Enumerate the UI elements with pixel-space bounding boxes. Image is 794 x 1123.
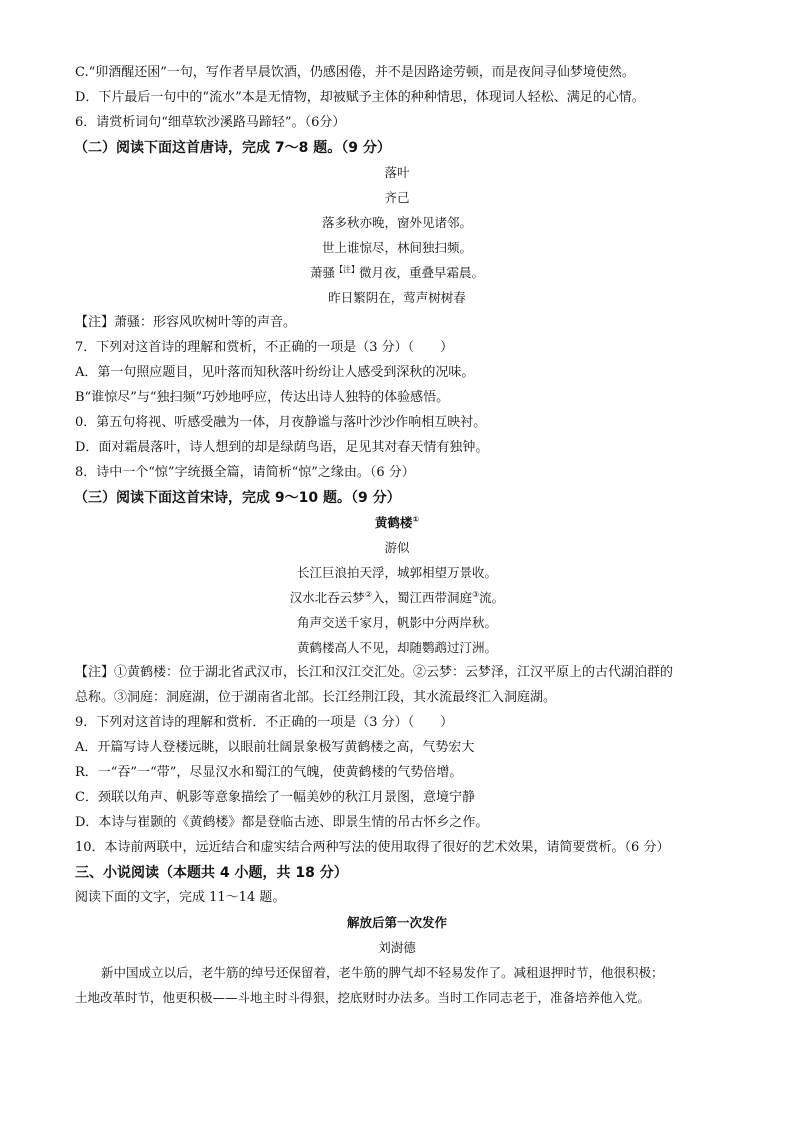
poem1-line-4: 昨日繁阴在，莺声树树春 [328,290,466,305]
poem2-title-note-marker: ① [412,514,420,524]
poem2-line-2-c: 流。 [479,590,505,605]
poem1-note: 【注】萧骚：形容风吹树叶等的声音。 [75,315,297,330]
q7-option-b: B“谁惊尽”与“独扫频”巧妙地呼应，传达出诗人独特的体验感悟。 [75,390,450,405]
q7-option-c: 0．第五句将视、听感受融为一体，月夜静谧与落叶沙沙作响相互映衬。 [75,415,487,430]
section-2-heading: （二）阅读下面这首唐诗，完成 7～8 题。（9 分） [74,140,391,156]
poem1-line-1: 落多秋亦晚，窗外见诸邻。 [321,215,472,230]
poem2-title-text: 黄鹤楼 [374,515,413,530]
question-8: 8．诗中一个“惊”字统摄全篇，请简析“惊”之缘由。（6 分） [75,465,415,480]
poem2-line-2-a: 汉水北吞云梦 [289,590,365,605]
poem1-line-3 [0,264,794,282]
q5-option-d: D．下片最后一句中的“流水”本是无情物，却被赋予主体的种种情思，体现词人轻松、满足的心情。 [75,90,645,105]
q5-option-c: C.“卯酒醒还困”一句，写作者早晨饮酒，仍感困倦，并不是因路途劳顿，而是夜间寻仙梦境使然。 [75,65,635,80]
poem2-line-2-b: 入，蜀江西带洞庭 [371,590,472,605]
poem2-note-marker-3: ③ [472,589,480,599]
poem2-line-3: 角声交送千家月，帆影中分两岸秋。 [296,615,497,630]
question-10: 10．本诗前两联中，远近结合和虚实结合两种写法的使用取得了很好的艺术效果，请简要赏析。（6 分） [75,840,670,855]
poem2-note-marker-2: ② [364,589,372,599]
poem1-line-3-a: 萧骚 [309,265,335,280]
story-author: 刘澍德 [378,940,416,955]
poem2-line-4: 黄鹤楼高人不见，却随鹦鹉过汀洲。 [296,640,497,655]
poem1-author: 齐己 [384,190,410,205]
question-9: 9．下列对这首诗的理解和赏析．不正确的一项是（3 分）（ ） [75,715,454,730]
poem2-note-line-2: 总称。③洞庭：洞庭湖，位于湖南省北部。长江经荆江段，其水流最终汇入洞庭湖。 [75,690,557,705]
q9-option-b: R．一“吞”一“带”，尽显汉水和蜀江的气魄，使黄鹤楼的气势倍增。 [75,765,463,780]
poem2-note-line-1: 【注】①黄鹤楼：位于湖北省武汉市，长江和汉江交汇处。②云梦：云梦泽，江汉平原上的古代湖泊群的 [75,665,674,680]
poem1-line-3-b: 微月夜，重叠早霜晨。 [359,265,485,280]
q9-option-c: C．颈联以角声、帆影等意象描绘了一幅美妙的秋江月景图，意境宁静 [75,790,475,805]
section-3-heading: （三）阅读下面这首宋诗，完成 9～10 题。（9 分） [74,490,401,506]
poem2-line-1: 长江巨浪拍天浮，城郭相望万景收。 [296,565,497,580]
poem1-note-marker: 【注】 [335,264,359,274]
poem2-title [0,514,794,532]
q9-option-d: D．本诗与崔颢的《黄鹤楼》都是登临古迹、即景生情的吊古怀乡之作。 [75,815,489,830]
poem1-line-2: 世上谁惊尽，林间独扫频。 [321,240,472,255]
q7-option-d: D．面对霜晨落叶，诗人想到的却是绿荫鸟语，足见其对春天情有独钟。 [75,440,489,455]
poem2-line-2 [0,589,794,607]
story-title: 解放后第一次发作 [346,915,447,930]
question-7: 7．下列对这首诗的理解和赏析，不正确的一项是（3 分）（ ） [75,340,454,355]
question-6: 6．请赏析词句“细草软沙溪路马蹄轻”。（6分） [75,115,346,130]
story-paragraph-line-1: 新中国成立以后，老牛筋的绰号还保留着，老牛筋的脾气却不轻易发作了。减租退押时节，他很积极； [101,965,664,980]
q7-option-a: A．第一句照应题目，见叶落而知秋落叶纷纷让人感受到深秋的况味。 [75,365,475,380]
story-paragraph-line-2: 土地改革时节，他更积极——斗地主时斗得狠，挖底财时办法多。当时工作同志老于，准备培养他入党。 [75,990,651,1005]
poem1-title: 落叶 [384,165,410,180]
section-4-heading: 三、小说阅读（本题共 4 小题，共 18 分） [75,865,348,881]
q9-option-a: A．开篇写诗人登楼远眺，以眼前壮阔景象极写黄鹤楼之高，气势宏大 [75,740,475,755]
reading-instruction: 阅读下面的文字，完成 11～14 题。 [75,890,286,905]
poem2-author: 游似 [384,540,410,555]
